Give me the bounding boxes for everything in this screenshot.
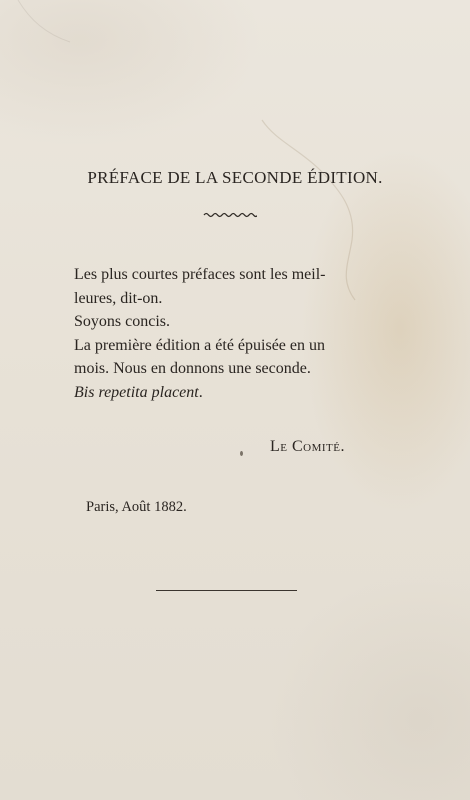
paragraph-line: mois. Nous en donnons une seconde. bbox=[74, 360, 311, 377]
latin-motto: Bis repetita placent bbox=[74, 383, 199, 401]
ink-speck bbox=[240, 451, 243, 456]
preface-title: PRÉFACE DE LA SECONDE ÉDITION. bbox=[87, 168, 383, 187]
closing-rule bbox=[156, 590, 297, 591]
paragraph-line: Les plus courtes préfaces sont les meil- bbox=[74, 266, 326, 283]
paragraph-line: leures, dit-on. bbox=[74, 289, 163, 307]
motto-period: . bbox=[198, 383, 203, 401]
wavy-ornament bbox=[203, 210, 257, 220]
signature bbox=[270, 438, 345, 456]
place-date: Paris, Août 1882. bbox=[86, 499, 187, 515]
signature-text: Le Comité. bbox=[270, 438, 345, 455]
paragraph-line: La première édition a été épuisée en un bbox=[74, 336, 325, 354]
motto-line bbox=[74, 381, 414, 405]
paragraph-line: Soyons concis. bbox=[74, 313, 170, 330]
preface-body bbox=[74, 263, 414, 404]
